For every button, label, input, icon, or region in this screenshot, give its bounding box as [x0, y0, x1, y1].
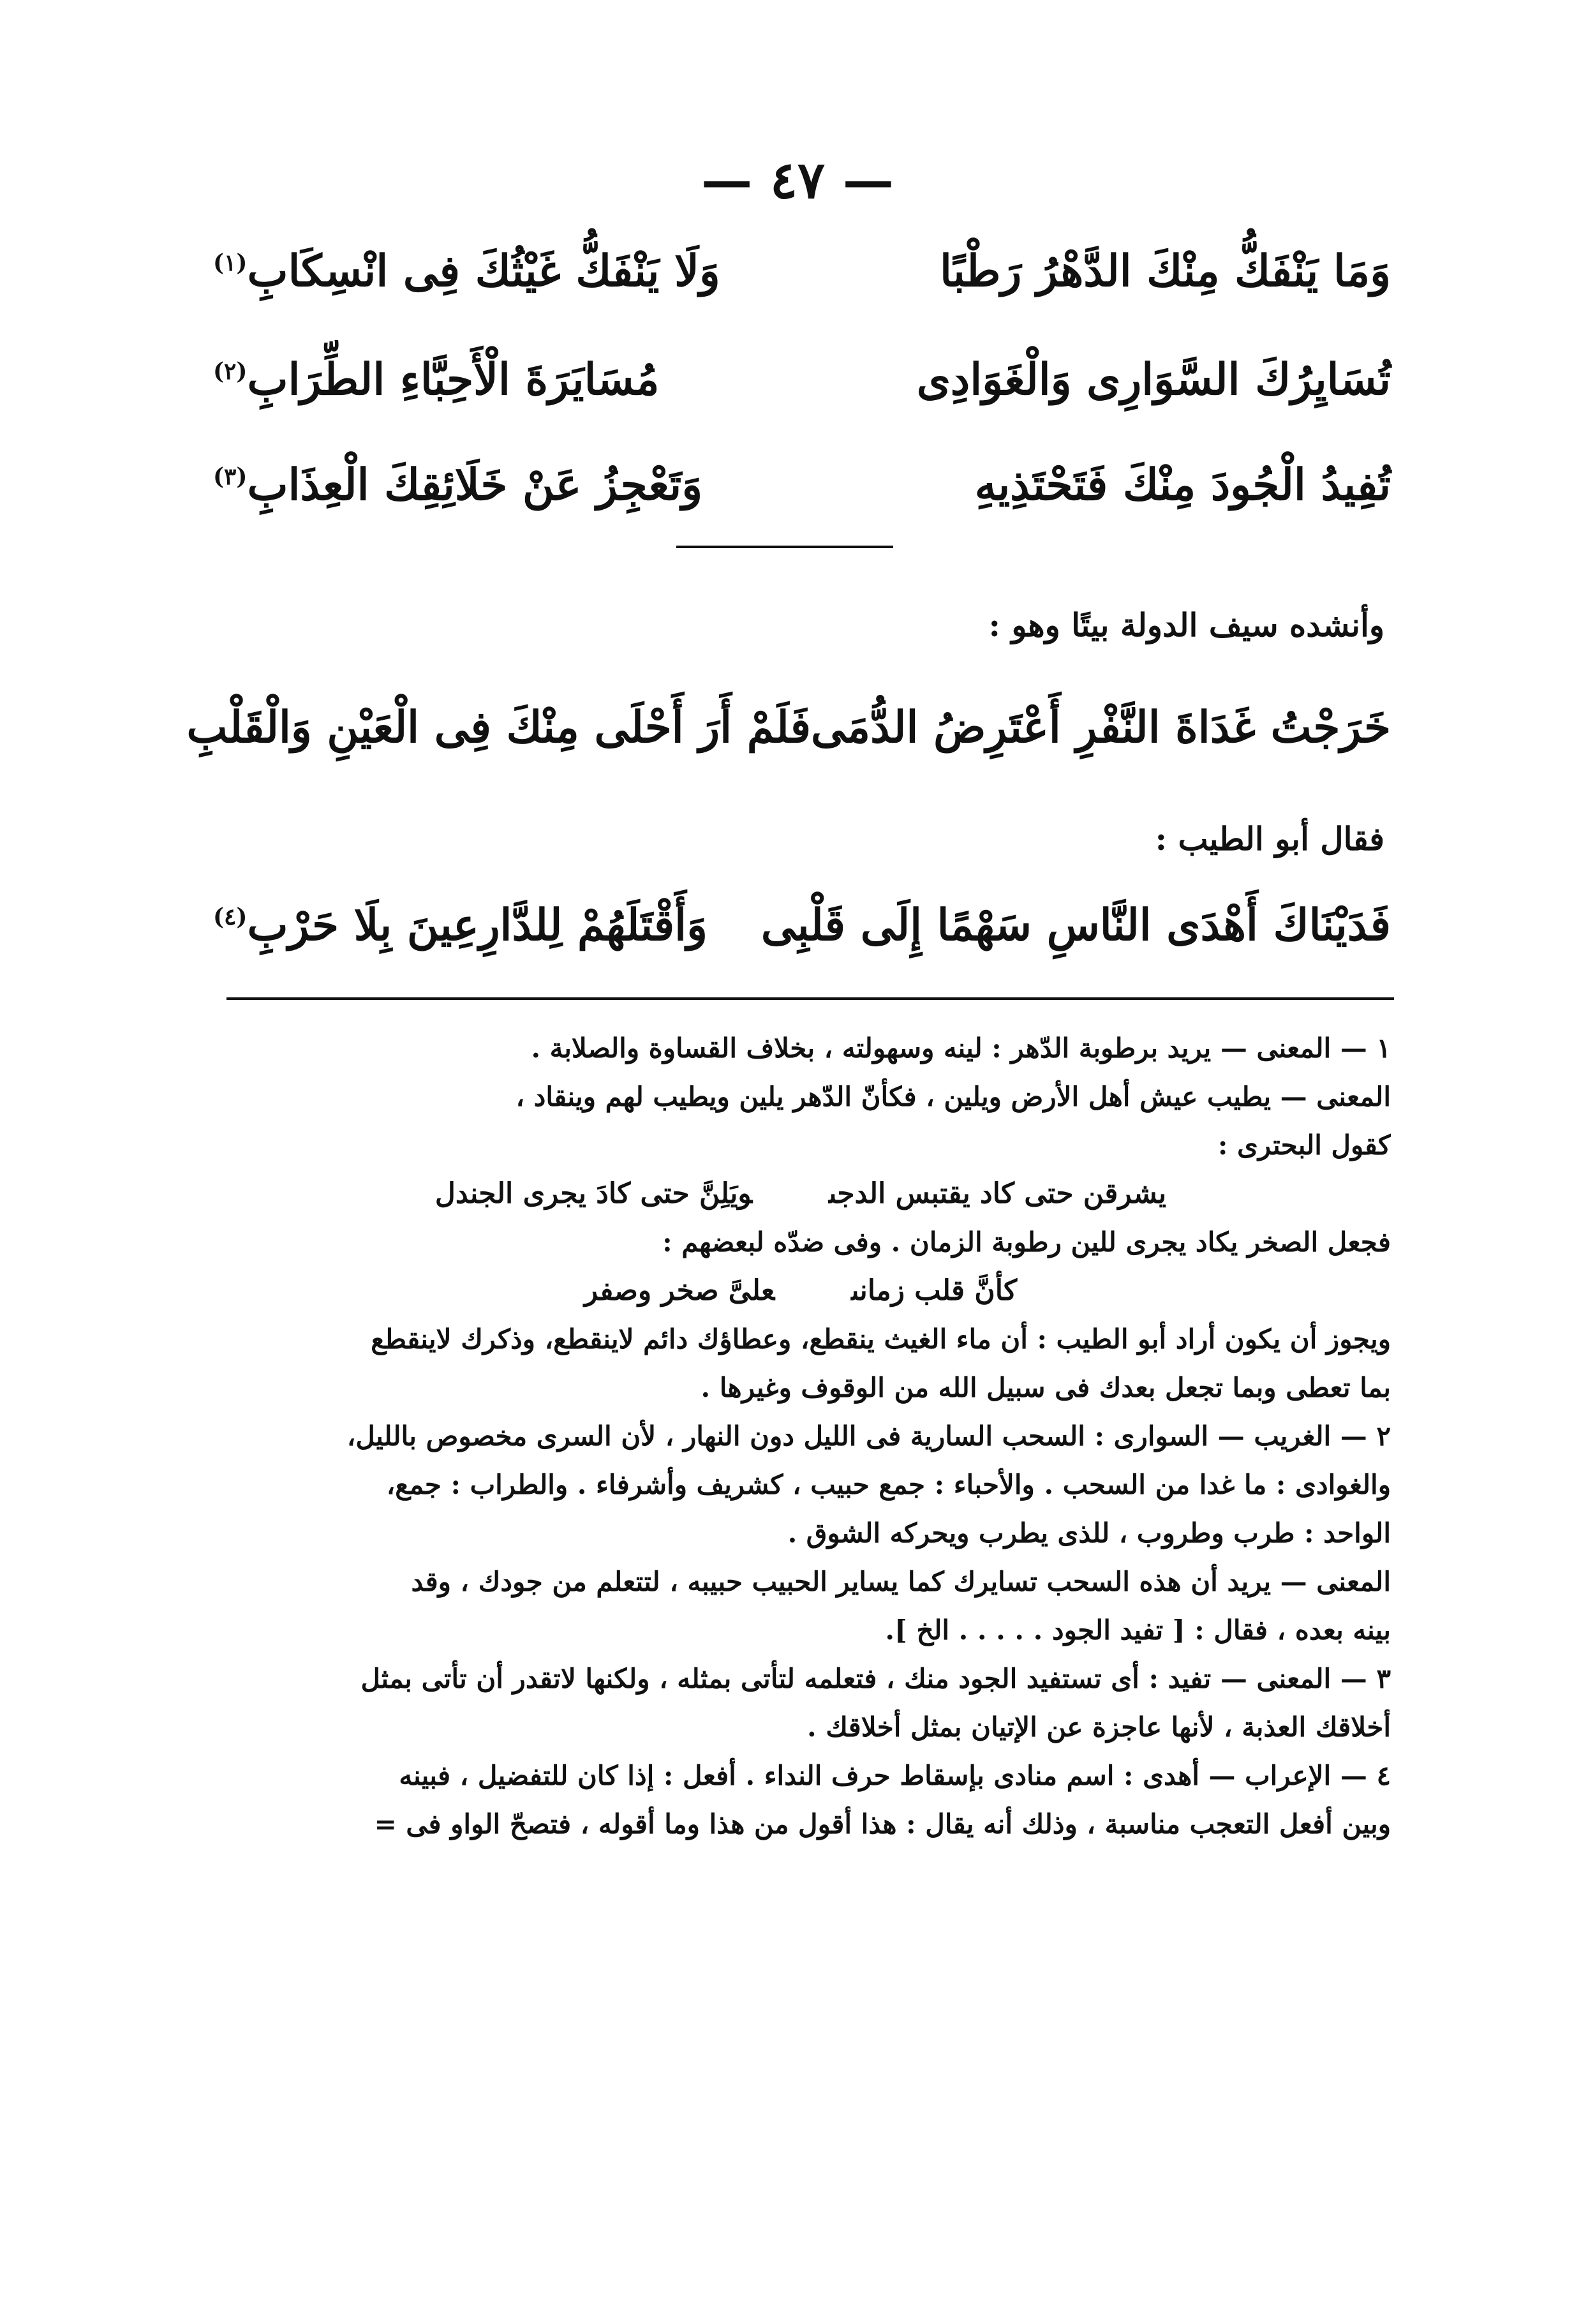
verse-reply-second-hemistich — [211, 900, 708, 951]
intro-abu-al-tayyib: فقال أبو الطيب : — [1155, 820, 1384, 858]
intro-saif-al-dawla: وأنشده سيف الدولة بيتًا وهو : — [988, 606, 1384, 644]
quote-hemistich: علىَّ صخر وصفر — [584, 1274, 775, 1307]
footnote-line: المعنى — يريد أن هذه السحب تسايرك كما يساير الحبيب حبيبه ، لتتعلم من جودك ، وقد — [411, 1566, 1391, 1597]
verse-line-2 — [211, 335, 1391, 424]
footnote-quote-verse — [211, 1170, 1391, 1218]
footnote-quote-verse — [211, 1267, 1391, 1315]
footnote-line: بينه بعده ، فقال : [ تفيد الجود . . . . . الخ ]. — [885, 1614, 1391, 1646]
verse-2-second-text: مُسَايَرَةَ الْأَحِبَّاءِ الطِّرَابِ — [247, 354, 660, 405]
verse-2-second-hemistich — [211, 354, 659, 405]
footnote-line: ٢ — الغريب — السوارى : السحب السارية فى الليل دون النهار ، لأن السرى مخصوص بالليل، — [346, 1420, 1391, 1452]
footnote-line: المعنى — يطيب عيش أهل الأرض ويلين ، فكأنّ الدّهر يلين ويطيب لهم وينقاد ، — [516, 1081, 1391, 1112]
footnote-line: ٤ — الإعراب — أهدى : اسم منادى بإسقاط حرف النداء . أفعل : إذا كان للتفضيل ، فبينه — [399, 1760, 1391, 1791]
verse-1-second-hemistich — [211, 246, 720, 297]
verse-saif — [186, 683, 1391, 772]
verse-reply-second-text: وَأَقْتَلَهُمْ لِلدَّارِعِينَ بِلَا حَرْبِ — [247, 900, 708, 951]
page-number: — ٤٧ — — [701, 150, 894, 210]
quote-hemistich: ويَلِنَّ حتى كادَ يجرى الجندل — [434, 1177, 753, 1210]
footnote-line: والغوادى : ما غدا من السحب . والأحباء : جمع حبيب ، كشريف وأشرفاء . والطراب : جمع، — [386, 1469, 1391, 1500]
footnote-line: الواحد : طرب وطروب ، للذى يطرب ويحركه الشوق . — [787, 1517, 1391, 1549]
footnote-line: أخلاقك العذبة ، لأنها عاجزة عن الإتيان بمثل أخلاقك . — [807, 1711, 1391, 1743]
verse-1-first-hemistich: وَمَا يَنْفَكُّ مِنْكَ الدَّهْرُ رَطْبًا — [940, 246, 1391, 297]
verse-line-1 — [211, 227, 1391, 316]
footnote-ref-4: (٤) — [213, 904, 248, 931]
verse-saif-second-hemistich: فَلَمْ أَرَ أَحْلَى مِنْكَ فِى الْعَيْنِ وَالْقَلْبِ — [186, 702, 811, 753]
verse-reply — [211, 881, 1391, 970]
quote-hemistich: كأنَّ قلب زمانى — [851, 1274, 1018, 1307]
footnote-line: وبين أفعل التعجب مناسبة ، وذلك أنه يقال : هذا أقول من هذا وما أقوله ، فتصحّ الواو فى = — [374, 1808, 1391, 1840]
verse-1-second-text: وَلَا يَنْفَكُّ غَيْثُكَ فِى انْسِكَابِ — [247, 246, 720, 297]
footnote-ref-1: (١) — [213, 250, 248, 277]
verse-3-first-hemistich: تُفِيدُ الْجُودَ مِنْكَ فَتَحْتَذِيهِ — [974, 459, 1391, 510]
footnote-ref-2: (٢) — [213, 358, 248, 385]
short-divider — [676, 546, 893, 548]
quote-hemistich: يشرقن حتى كاد يقتبس الدجى — [829, 1177, 1167, 1210]
footnote-line: فجعل الصخر يكاد يجرى للين رطوبة الزمان . وفى ضدّه لبعضهم : — [662, 1226, 1391, 1258]
verse-2-first-hemistich: تُسَايِرُكَ السَّوَارِى وَالْغَوَادِى — [916, 354, 1391, 405]
footnote-line: بما تعطى وبما تجعل بعدك فى سبيل الله من الوقوف وغيرها . — [701, 1372, 1391, 1403]
verse-reply-first-hemistich: فَدَيْنَاكَ أَهْدَى النَّاسِ سَهْمًا إِلَى قَلْبِى — [760, 900, 1391, 951]
footnote-line: ٣ — المعنى — تفيد : أى تستفيد الجود منك ، فتعلمه لتأتى بمثله ، ولكنها لاتقدر أن تأتى بمثل — [360, 1663, 1391, 1694]
verse-line-3 — [211, 440, 1391, 530]
footnote-line: ويجوز أن يكون أراد أبو الطيب : أن ماء الغيث ينقطع، وعطاؤك دائم لاينقطع، وذكرك لاينقطع — [371, 1323, 1391, 1355]
footnote-line: ١ — المعنى — يريد برطوبة الدّهر : لينه وسهولته ، بخلاف القساوة والصلابة . — [531, 1032, 1391, 1064]
footnote-line: كقول البحترى : — [1217, 1129, 1391, 1161]
verse-3-second-text: وَتَعْجِزُ عَنْ خَلَائِقِكَ الْعِذَابِ — [247, 459, 703, 510]
verse-3-second-hemistich — [211, 459, 702, 510]
footnote-ref-3: (٣) — [213, 463, 248, 491]
verse-saif-first-hemistich: خَرَجْتُ غَدَاةَ النَّفْرِ أَعْتَرِضُ الدُّمَى — [810, 702, 1391, 753]
footnotes — [211, 1024, 1391, 1849]
footnotes-divider — [226, 997, 1394, 1000]
